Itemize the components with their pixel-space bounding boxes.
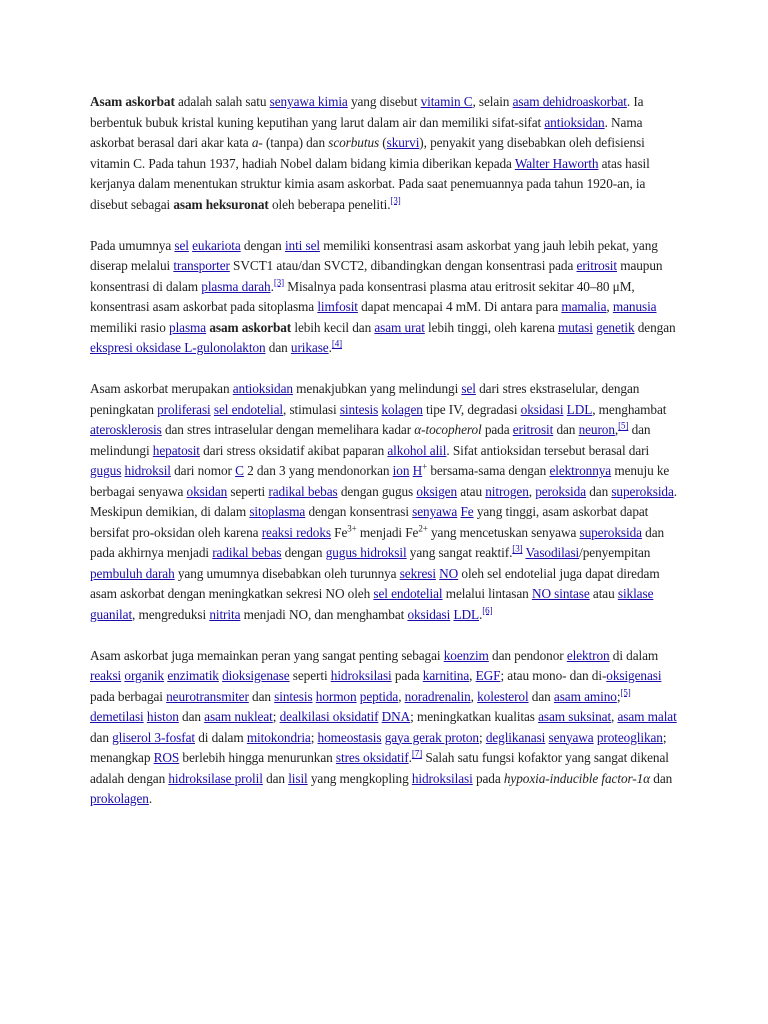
wiki-link[interactable]: antioksidan [232,381,293,396]
text-run: menuju ke berbagai senyawa [90,463,670,499]
citation-link[interactable]: [7] [411,748,423,759]
citation [620,687,630,697]
text-run: ; [310,729,318,745]
text-run: Asam askorbat juga memainkan peran yang sangat penting sebagai [90,647,444,663]
wiki-link[interactable]: proteoglikan [596,729,663,745]
text-run: Asam askorbat merupakan [90,381,233,396]
wiki-link[interactable]: C [235,463,244,478]
text-run: yang sangat reaktif. [406,545,513,560]
citation-link[interactable]: [5] [618,420,629,431]
text-run: , [614,422,619,437]
wiki-link[interactable]: superoksida [611,483,674,499]
wiki-link[interactable]: oksigenasi [606,668,662,683]
wiki-link[interactable]: peptida [359,688,399,704]
text-run: ; [272,709,280,724]
text-run: pada [481,422,513,437]
text-run: ; menangkap [90,729,667,765]
wiki-link[interactable]: dioksigenase [222,668,290,683]
wiki-link[interactable]: gugus hidroksil [325,545,407,560]
text-run: ; [478,729,486,745]
text-run: . [270,278,274,294]
paragraph-coenzyme [90,646,680,810]
wiki-link[interactable]: inti sel [284,237,320,253]
wiki-link[interactable]: Vasodilasi [525,545,580,560]
text-run: dapat mencapai 4 mM. Di antara para [357,299,562,314]
text-run: di dalam [609,647,659,663]
wiki-link[interactable]: histon [146,709,179,724]
wiki-link[interactable]: Fe [460,504,474,519]
text-run: dan stres intraselular dengan memelihara kadar [161,422,415,437]
wiki-link[interactable]: asam dehidroaskorbat [512,94,627,109]
citation [274,277,284,287]
citation [512,544,522,554]
text-run: lebih kecil dan [291,319,375,335]
wiki-link[interactable]: EGF [475,668,501,683]
text-run: . Meskipun demikian, di dalam [90,483,678,519]
text-run: melalui lintasan [442,586,532,601]
text-run: 2 dan 3 yang mendonorkan [243,463,393,478]
text-run: . Nama askorbat berasal dari akar kata [90,114,643,150]
text-run: , [470,688,478,704]
text-run: pada [391,668,423,683]
text-run: Pada umumnya [90,237,175,253]
text-run: ; [616,688,621,704]
wiki-link[interactable]: senyawa [548,729,594,745]
wiki-link[interactable]: genetik [596,319,635,335]
wiki-link[interactable]: radikal bebas [212,545,282,560]
citation-link[interactable]: [6] [482,605,493,616]
article-body [90,92,680,830]
text-run: yang mengkopling [307,770,412,786]
wiki-link[interactable]: aterosklerosis [90,422,162,437]
text-run: ), penyakit yang disebabkan oleh defisiensi vitamin C. Pada tahun 1937, hadiah Nobel dalam bidang kimia diberikan kepada [90,135,645,171]
citation [618,421,628,431]
text-run: dan [528,688,554,704]
text-run: tipe IV, degradasi [422,401,521,417]
text-run: dari stress oksidatif akibat paparan [199,442,388,458]
wiki-link[interactable]: pembuluh darah [90,565,175,581]
text-run: yang disebut [347,94,421,109]
italic-term: scorbutus [328,135,380,150]
wiki-link[interactable]: homeostasis [317,729,382,745]
wiki-link[interactable]: elektronnya [549,463,612,478]
citation [482,605,492,615]
wiki-link[interactable]: kolesterol [477,688,529,704]
wiki-link[interactable]: elektron [566,647,610,663]
wiki-link[interactable]: mamalia [561,299,607,314]
wiki-link[interactable]: oksigen [416,483,458,499]
text-run: dan [650,770,673,786]
wiki-link[interactable]: hidroksilasi [411,770,473,786]
wiki-link[interactable]: eritrosit [576,258,617,273]
wiki-link[interactable]: senyawa [412,504,458,519]
wiki-link[interactable]: kolagen [381,401,423,417]
wiki-link[interactable]: gliserol 3-fosfat [112,729,195,745]
text-run: atas hasil kerjanya dalam menentukan struktur kimia asam askorbat. Pada saat penemuannya pada tahun 1920-an, ia disebut sebagai [90,155,650,212]
text-run: dengan [240,237,285,253]
wiki-link[interactable]: sekresi [399,565,436,581]
text-run: Misalnya pada konsentrasi plasma atau eritrosit sekitar 40–80 μM, konsentrasi asam askorbat pada sitoplasma [90,278,635,314]
text-run: oleh beberapa peneliti. [268,196,391,212]
bold-term: asam heksuronat [173,196,269,212]
text-run: dengan gugus [337,483,417,499]
text-run: dan [265,340,291,355]
wiki-link[interactable]: eukariota [192,237,241,253]
wiki-link[interactable]: urikase [290,340,329,355]
wiki-link[interactable]: hormon [315,688,357,704]
wiki-link[interactable]: mutasi [557,319,593,335]
text-run: dari nomor [170,463,236,478]
wiki-link[interactable]: gugus [90,463,122,478]
wiki-link[interactable]: DNA [381,709,411,724]
text-run: dan [586,483,612,499]
wiki-link[interactable]: reaksi redoks [261,524,331,540]
citation [412,749,422,759]
wiki-link[interactable]: lisil [288,770,308,786]
text-run: lebih tinggi, oleh karena [424,319,558,335]
wiki-link[interactable]: superoksida [579,524,642,540]
text-run: yang tinggi, asam askorbat dapat bersifat pro-oksidan oleh karena [90,504,649,540]
wiki-link[interactable]: manusia [612,299,657,314]
text-run: dan [248,688,275,704]
text-run: memiliki rasio [90,319,170,335]
bold-term: asam askorbat [209,319,292,335]
wiki-link[interactable]: gaya gerak proton [384,729,479,745]
text-run: dan [90,729,113,745]
text-run: pada berbagai [90,688,167,704]
text-run: dan melindungi [90,422,651,458]
italic-term: α-tocopherol [414,422,482,437]
bold-term: Asam askorbat [90,94,175,109]
text-run: . [328,340,332,355]
wiki-link[interactable]: karnitina [422,668,470,683]
text-run: memiliki konsentrasi asam askorbat yang jauh lebih pekat, yang diserap melalui [90,237,658,273]
wiki-link[interactable]: hidroksil [124,463,171,478]
wiki-link[interactable]: sintesis [339,401,379,417]
text-run: , [611,709,618,724]
wiki-link[interactable]: stres oksidatif [335,750,409,765]
wiki-link[interactable]: nitrogen [485,483,529,499]
wiki-link[interactable]: nitrita [209,606,241,622]
wiki-link[interactable]: sel [461,381,476,396]
text-run: ( [379,135,387,150]
wiki-link[interactable]: ROS [153,750,180,765]
wiki-link[interactable]: alkohol alil [387,442,447,458]
text-run: dari stres ekstraselular, dengan peningkatan [90,381,640,417]
wiki-link[interactable]: LDL [453,606,480,622]
wiki-link[interactable]: LDL [566,401,593,417]
citation-link[interactable]: [3] [273,277,285,288]
wiki-link[interactable]: ekspresi oksidase L-gulonolakton [90,340,266,355]
text-run: yang mencetuskan senyawa [427,524,580,540]
wiki-link[interactable]: limfosit [317,299,358,314]
wiki-link[interactable]: NO [439,565,459,581]
wiki-link[interactable]: ion [392,463,410,478]
wiki-link[interactable]: deglikanasi [485,729,546,745]
text-run: oleh sel endotelial juga dapat diredam asam askorbat dengan meningkatkan sekresi NO oleh [90,565,660,601]
wiki-link[interactable]: asam nukleat [204,709,273,724]
text-run: berlebih hingga menurunkan [179,750,336,765]
text-run: pada [472,770,504,786]
wiki-link[interactable]: sitoplasma [249,504,306,519]
citation-link[interactable]: [4] [331,338,343,349]
wiki-link[interactable]: Walter Haworth [514,155,599,171]
wiki-link[interactable]: radikal bebas [268,483,338,499]
wiki-link[interactable]: transporter [173,258,230,273]
wiki-link[interactable]: neuron [578,422,615,437]
wiki-link[interactable]: oksidan [186,483,228,499]
wiki-link[interactable]: NO sintase [531,586,590,601]
text-run: dengan konsentrasi [305,504,413,519]
text-run: (tanpa) dan [262,135,329,150]
text-run: , mengreduksi [132,606,210,622]
text-run: adalah salah satu [174,94,270,109]
text-run: . Sifat antioksidan tersebut berasal dari [446,442,650,458]
text-run: . [479,606,483,622]
paragraph-antioxidant [90,379,680,625]
wiki-link[interactable]: asam suksinat [538,709,612,724]
text-run: . [148,791,153,806]
wiki-link[interactable]: senyawa kimia [269,94,348,109]
wiki-link[interactable]: prokolagen [90,791,149,806]
text-run: , menghambat [592,401,667,417]
text-run: , [469,668,476,683]
text-run: ; meningkatkan kualitas [410,709,539,724]
wiki-link[interactable]: siklase guanilat [90,586,654,622]
text-run: ; atau mono- dan di- [500,668,607,683]
text-run: Salah satu fungsi kofaktor yang sangat dikenal adalah dengan [90,750,669,786]
text-run: /penyempitan [579,545,651,560]
wiki-link[interactable]: noradrenalin [404,688,471,704]
text-run: di dalam [195,729,247,745]
text-run: , selain [472,94,513,109]
wiki-link[interactable]: sel endotelial [213,401,284,417]
wiki-link[interactable]: vitamin C [420,94,473,109]
text-run: bersama-sama dengan [427,463,550,478]
text-run: dan [553,422,579,437]
wiki-link[interactable]: plasma [169,319,207,335]
text-run: , [606,299,613,314]
text-run: atau [457,483,486,499]
text-run: , [528,483,536,499]
paragraph-intro [90,92,680,215]
citation-link[interactable]: [3] [512,543,523,554]
text-run: dengan [634,319,676,335]
wiki-link[interactable]: organik [124,668,165,683]
wiki-link[interactable]: enzimatik [167,668,219,683]
superscript: 3+ [347,523,357,534]
italic-term: a- [251,135,263,150]
text-run: dan [178,709,205,724]
wiki-link[interactable]: oksidasi [407,606,451,622]
wiki-link[interactable]: reaksi [90,668,122,683]
text-run: dan [262,770,289,786]
text-run: Fe [330,524,348,540]
text-run: , stimulasi [283,401,340,417]
citation-link[interactable]: [3] [390,195,401,206]
wiki-link[interactable]: hidroksilase prolil [168,770,263,786]
text-run: seperti [289,668,331,683]
wiki-link[interactable]: hidroksilasi [330,668,392,683]
wiki-link[interactable]: koenzim [443,647,489,663]
citation [332,339,342,349]
wiki-link[interactable]: hepatosit [152,442,200,458]
citation [390,195,400,205]
wiki-link[interactable]: asam amino [553,688,617,704]
superscript: 2+ [418,523,428,534]
text-run: , [398,688,405,704]
text-run: seperti [227,483,269,499]
wiki-link[interactable]: neurotransmiter [166,688,249,704]
wiki-link[interactable]: mitokondria [246,729,311,745]
wiki-link[interactable]: dealkilasi oksidatif [279,709,379,724]
text-run: dan pendonor [488,647,567,663]
text-run: . [408,750,412,765]
text-run: atau [589,586,618,601]
text-run: yang umumnya disebabkan oleh turunnya [174,565,400,581]
wiki-link[interactable]: demetilasi [90,709,144,724]
wiki-link[interactable]: sel [174,237,189,253]
wiki-link[interactable]: asam urat [374,319,425,335]
superscript: + [422,461,428,472]
wiki-link[interactable]: skurvi [386,135,420,150]
wiki-link[interactable]: sintesis [274,688,313,704]
wiki-link[interactable]: eritrosit [512,422,554,437]
wiki-link[interactable]: antioksidan [544,114,605,130]
citation-link[interactable]: [5] [620,687,631,698]
text-run: dengan [281,545,326,560]
wiki-link[interactable]: asam malat [617,709,677,724]
text-run: dan pada akhirnya menjadi [90,524,665,560]
text-run: menjadi NO, dan menghambat [240,606,408,622]
text-run: SVCT1 atau/dan SVCT2, dibandingkan dengan konsentrasi pada [229,258,577,273]
text-run: maupun konsentrasi di dalam [90,258,663,294]
wiki-link[interactable]: peroksida [535,483,586,499]
wiki-link[interactable]: sel endotelial [373,586,443,601]
text-run: menakjubkan yang melindungi [292,381,462,396]
wiki-link[interactable]: H [412,463,423,478]
italic-term: hypoxia-inducible factor-1α [503,770,651,786]
paragraph-cell-concentration [90,236,680,359]
wiki-link[interactable]: oksidasi [520,401,564,417]
wiki-link[interactable]: plasma darah [201,278,271,294]
text-run: menjadi Fe [356,524,419,540]
text-run: . Ia berbentuk bubuk kristal kuning keputihan yang larut dalam air dan memiliki sifat-sifat [90,94,644,130]
wiki-link[interactable]: proliferasi [157,401,211,417]
